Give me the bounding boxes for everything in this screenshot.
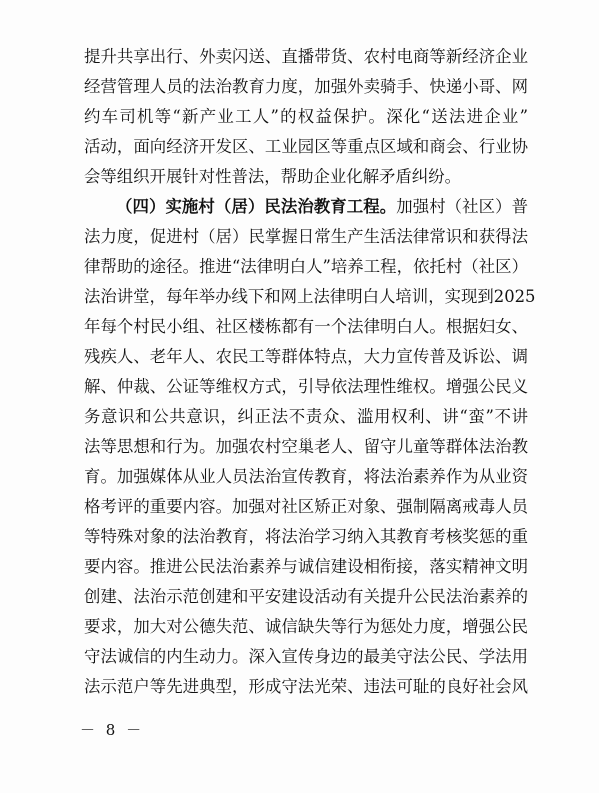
body-text-line: 法力度，促进村（居）民掌握日常生产生活法律常识和获得法 [84, 227, 528, 246]
section-first-line [116, 192, 528, 222]
page-number: － 8 － [80, 721, 145, 739]
body-text-line: 务意识和公共意识，纠正法不责众、滥用权利、讲“蛮”不讲 [84, 407, 528, 426]
body-text-line: 法治讲堂，每年举办线下和网上法律明白人培训，实现到2025 [84, 287, 536, 306]
body-text-line: 约车司机等“新产业工人”的权益保护。深化“送法进企业” [84, 107, 528, 126]
body-text-line: 解、仲裁、公证等维权方式，引导依法理性维权。增强公民义 [84, 377, 528, 396]
section-heading: （四）实施村（居）民法治教育工程。 [116, 197, 397, 216]
body-text-line: 创建、法治示范创建和平安建设活动有关提升公民法治素养的 [84, 587, 528, 606]
body-text-line: 格考评的重要内容。加强对社区矫正对象、强制隔离戒毒人员 [84, 497, 528, 516]
body-text-line: 提升共享出行、外卖闪送、直播带货、农村电商等新经济企业 [84, 47, 528, 66]
body-text-line: 会等组织开展针对性普法，帮助企业化解矛盾纠纷。 [84, 167, 461, 186]
body-text-line: 等特殊对象的法治教育，将法治学习纳入其教育考核奖惩的重 [84, 527, 528, 546]
body-text-line: 守法诚信的内生动力。深入宣传身边的最美守法公民、学法用 [84, 647, 528, 666]
body-text-line: 育。加强媒体从业人员法治宣传教育，将法治素养作为从业资 [84, 467, 528, 486]
body-text-line: 活动，面向经济开发区、工业园区等重点区域和商会、行业协 [84, 137, 528, 156]
body-text-line: 年每个村民小组、社区楼栋都有一个法律明白人。根据妇女、 [84, 317, 528, 336]
body-text-line: 律帮助的途径。推进“法律明白人”培养工程，依托村（社区） [84, 257, 528, 276]
body-text-line: 残疾人、老年人、农民工等群体特点，大力宣传普及诉讼、调 [84, 347, 528, 366]
body-text-line: 经营管理人员的法治教育力度，加强外卖骑手、快递小哥、网 [84, 77, 528, 96]
body-text-line: 法等思想和行为。加强农村空巢老人、留守儿童等群体法治教 [84, 437, 528, 456]
body-text-run: 加强村（社区）普 [396, 197, 529, 216]
body-text-line: 要内容。推进公民法治素养与诚信建设相衔接，落实精神文明 [84, 557, 528, 576]
body-text-line: 法示范户等先进典型，形成守法光荣、违法可耻的良好社会风 [84, 677, 528, 696]
body-text-line: 要求，加大对公德失范、诚信缺失等行为惩处力度，增强公民 [84, 617, 528, 636]
